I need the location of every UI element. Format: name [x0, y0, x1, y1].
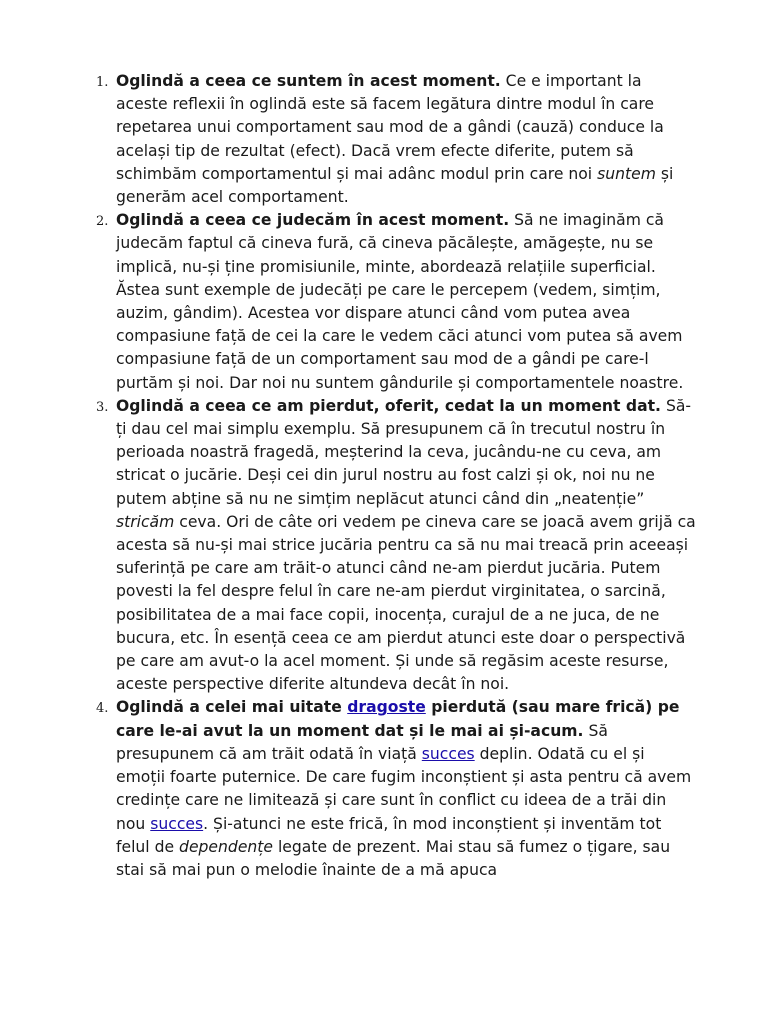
item-title: Oglindă a ceea ce judecăm în acest moment. — [116, 211, 510, 230]
list-number: 4. — [96, 701, 109, 717]
list-item — [96, 696, 698, 882]
item-title-text: Oglindă a celei mai uitate — [116, 698, 348, 717]
list-number: 2. — [96, 214, 109, 230]
item-text: ceva. Ori de câte ori vedem pe cineva care se joacă avem grijă ca acesta să nu-și mai strice jucăria pentru ca să nu mai treacă prin aceeași suferință pe care am trăit-o atunci când ne-am pierdut jucăria. Putem povesti la fel despre felul în care ne-am pierdut virginitatea, o sarcină, posibilitatea de a mai face copii, inocența, curajul de a ne juca, de ne bucura, etc. În esență ceea ce am pierdut atunci este doar o perspectivă pe care am avut-o la acel moment. Și unde să regăsim aceste resurse, aceste perspective diferite altundeva decât în noi. — [116, 512, 696, 694]
item-text: și generăm acel comportament. — [116, 164, 674, 207]
list-item — [96, 395, 698, 697]
dragoste-link[interactable]: dragoste — [347, 698, 426, 717]
item-text: Să-ți dau cel mai simplu exemplu. Să presupunem că în trecutul nostru în perioada noastră fragedă, meșterind la ceva, jucându-ne cu ceva, am stricat o jucărie. Deși cei din jurul nostru au fost calzi și ok, noi nu ne putem abține să nu ne simțim neplăcut atunci când din „neatenție” — [116, 396, 692, 508]
item-emphasis: dependențe — [179, 837, 273, 856]
item-text: Să presupunem că am trăit odată în viață — [116, 721, 608, 763]
item-title: Oglindă a ceea ce suntem în acest moment. — [116, 72, 501, 90]
item-emphasis: suntem — [597, 164, 656, 183]
item-text: legate de prezent. Mai stau să fumez o țigare, sau stai să mai pun o melodie înainte de a mă apuca — [116, 837, 671, 879]
succes-link[interactable]: succes — [150, 814, 204, 833]
item-text: . Și-atunci ne este frică, în mod inconștient și inventăm tot felul de — [116, 814, 662, 856]
item-title: Oglindă a ceea ce am pierdut, oferit, cedat la un moment dat. — [116, 396, 661, 415]
item-emphasis: stricăm — [116, 512, 175, 531]
list-number: 3. — [96, 399, 109, 415]
list-number: 1. — [96, 75, 109, 90]
succes-link[interactable]: succes — [421, 744, 475, 763]
item-text: Ce e important la aceste reflexii în oglindă este să facem legătura dintre modul în care repetarea unui comportament sau mod de a gândi (cauză) conduce la același tip de rezultat (efect). Dacă vrem efecte diferite, putem să schimbăm comportamentul și mai adânc modul prin care noi — [116, 72, 664, 183]
item-title-text: pierdută (sau mare frică) pe care le-ai avut la un moment dat și le mai ai și-acum. — [116, 698, 680, 740]
list-item — [96, 209, 698, 395]
item-text: deplin. Odată cu el și emoții foarte puternice. De care fugim inconștient și asta pentru că avem credințe care ne limitează și care sunt în conflict cu ideea de a trăi din nou — [116, 744, 692, 833]
numbered-list — [96, 70, 698, 882]
list-item — [96, 70, 698, 209]
item-text: Să ne imaginăm că judecăm faptul că cineva fură, că cineva păcălește, amăgește, nu se implică, nu-și ține promisiunile, minte, abordează relațiile superficial. Ăstea sunt exemple de judecăți pe care le percepem (vedem, simțim, auzim, gândim). Acestea vor dispare atunci când vom putea avea compasiune față de cei la care le vedem căci atunci vom putea să avem compasiune față de un comportament sau mod de a gândi pe care-l purtăm și noi. Dar noi nu suntem gândurile și comportamentele noastre. — [116, 211, 684, 392]
